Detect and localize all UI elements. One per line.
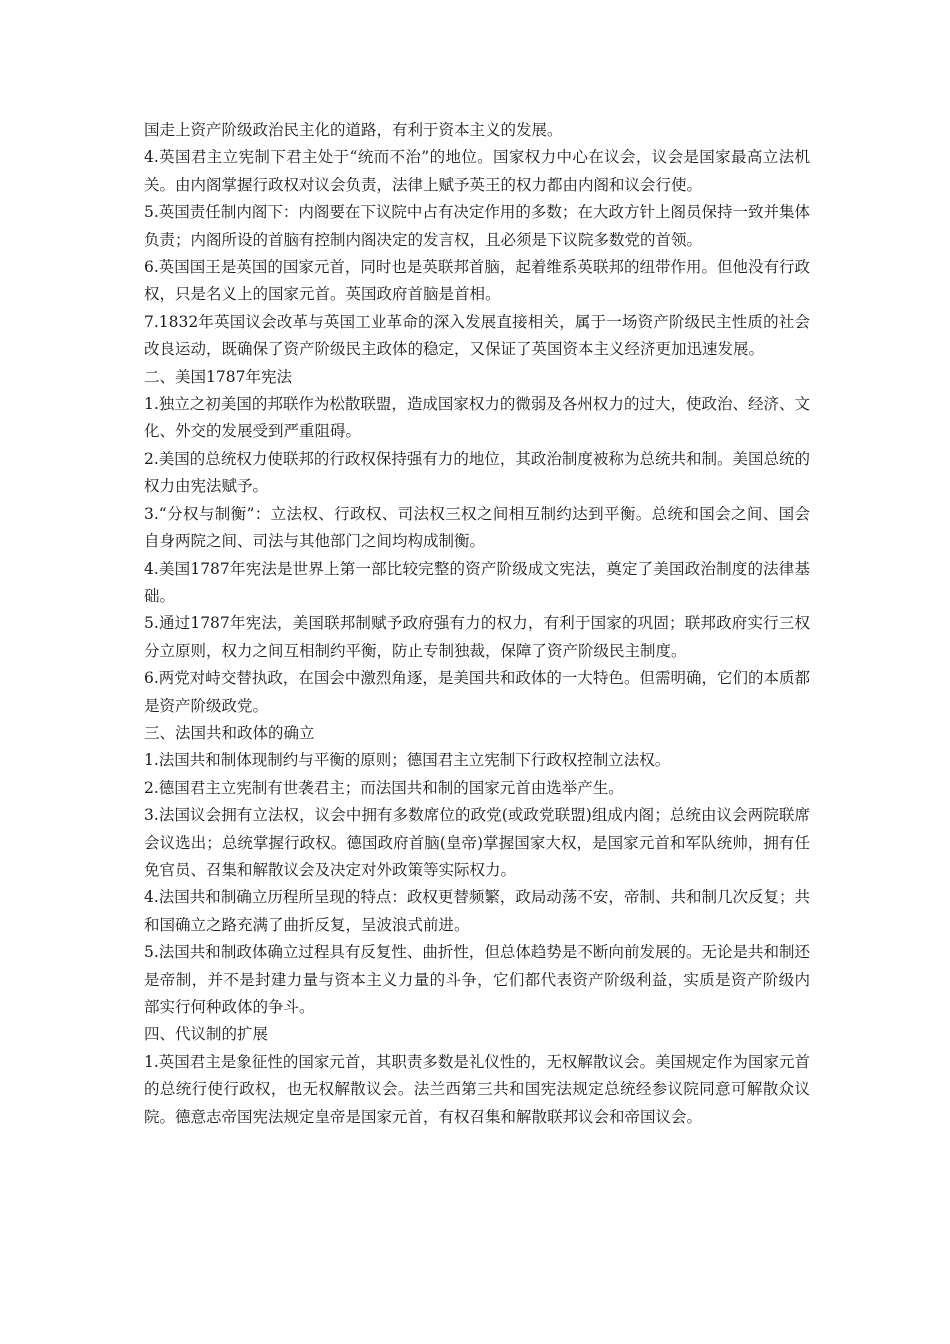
paragraph-fr-2: 2.德国君主立宪制有世袭君主；而法国共和制的国家元首由选举产生。 [144,778,624,797]
paragraph-us-3: 3.“分权与制衡”：立法权、行政权、司法权三权之间相互制约达到平衡。总统和国会之间、国会自身两院之间、司法与其他部门之间均构成制衡。 [144,504,810,551]
section-heading-representative-system: 四、代议制的扩展 [144,1025,269,1044]
paragraph-us-5: 5.通过1787年宪法，美国联邦制赋予政府强有力的权力，有利于国家的巩固；联邦政府实行三权分立原则，权力之间互相制约平衡，防止专制独裁，保障了资产阶级民主制度。 [144,614,810,660]
paragraph-uk-4: 4.英国君主立宪制下君主处于“统而不治”的地位。国家权力中心在议会，议会是国家最高立法机关。由内阁掌握行政权对议会负责，法律上赋予英王的权力都由内阁和议会行使。 [144,148,810,194]
paragraph-fr-3: 3.法国议会拥有立法权，议会中拥有多数席位的政党(或政党联盟)组成内阁；总统由议会两院联席会议选出；总统掌握行政权。德国政府首脑(皇帝)掌握国家大权，是国家元首和军队统帅，拥有任免官员、召集和解散议会及决定对外政策等实际权力。 [144,806,810,879]
paragraph-us-6: 6.两党对峙交替执政，在国会中激烈角逐，是美国共和政体的一大特色。但需明确，它们的本质都是资产阶级政党。 [144,669,810,715]
paragraph-us-1: 1.独立之初美国的邦联作为松散联盟，造成国家权力的微弱及各州权力的过大，使政治、经济、文化、外交的发展受到严重阻碍。 [144,395,810,441]
paragraph-fr-5: 5.法国共和制政体确立过程具有反复性、曲折性，但总体趋势是不断向前发展的。无论是共和制还是帝制，并不是封建力量与资本主义力量的斗争，它们都代表资产阶级利益，实质是资产阶级内部实行何种政体的争斗。 [144,943,810,1016]
paragraph-us-2: 2.美国的总统权力使联邦的行政权保持强有力的地位，其政治制度被称为总统共和制。美国总统的权力由宪法赋予。 [144,449,810,496]
paragraph-fr-1: 1.法国共和制体现制约与平衡的原则；德国君主立宪制下行政权控制立法权。 [144,751,671,770]
paragraph-fr-4: 4.法国共和制确立历程所呈现的特点：政权更替频繁，政局动荡不安，帝制、共和制几次反复；共和国确立之路充满了曲折反复，呈波浪式前进。 [144,888,810,934]
paragraph-uk-7: 7.1832年英国议会改革与英国工业革命的深入发展直接相关，属于一场资产阶级民主性质的社会改良运动，既确保了资产阶级民主政体的稳定，又保证了英国资本主义经济更加迅速发展。 [144,312,810,359]
section-heading-us-constitution: 二、美国1787年宪法 [144,367,292,386]
paragraph-us-4: 4.美国1787年宪法是世界上第一部比较完整的资产阶级成文宪法，奠定了美国政治制度的法律基础。 [144,559,810,605]
paragraph-rep-1: 1.英国君主是象征性的国家元首，其职责多数是礼仪性的，无权解散议会。美国规定作为国家元首的总统行使行政权，也无权解散议会。法兰西第三共和国宪法规定总统经参议院同意可解散众议院。德意志帝国宪法规定皇帝是国家元首，有权召集和解散联邦议会和帝国议会。 [144,1052,810,1126]
paragraph-uk-6: 6.英国国王是英国的国家元首，同时也是英联邦首脑，起着维系英联邦的纽带作用。但他没有行政权，只是名义上的国家元首。英国政府首脑是首相。 [144,258,810,304]
paragraph-uk-5: 5.英国责任制内阁下：内阁要在下议院中占有决定作用的多数；在大政方针上阁员保持一致并集体负责；内阁所设的首脑有控制内阁决定的发言权，且必须是下议院多数党的首领。 [144,203,810,249]
paragraph-continuation: 国走上资产阶级政治民主化的道路，有利于资本主义的发展。 [144,121,563,139]
section-heading-france-republic: 三、法国共和政体的确立 [144,723,315,742]
document-body [144,117,810,1131]
